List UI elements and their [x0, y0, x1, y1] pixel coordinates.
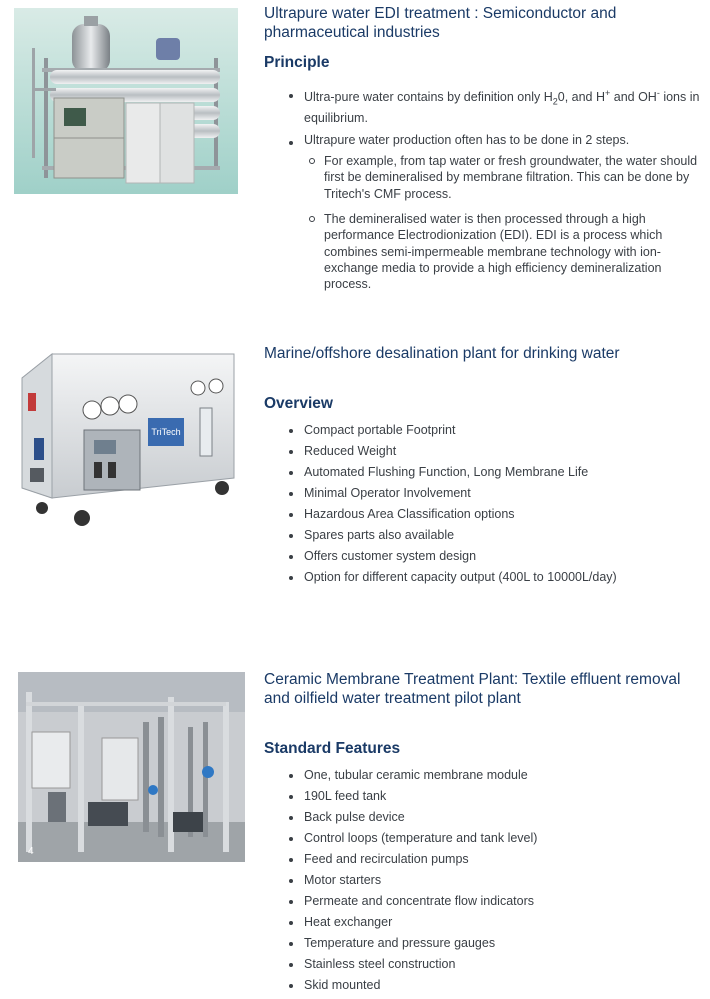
marine-content	[264, 344, 704, 588]
edi-plant-photo	[14, 8, 238, 194]
tritech-logo: TriTech	[151, 427, 181, 437]
photo-number-label: 4	[28, 846, 34, 857]
section-edi	[0, 0, 710, 300]
list-item: Compact portable Footprint	[264, 420, 704, 441]
section-marine	[0, 334, 710, 604]
edi-bullet-two-steps: Ultrapure water production often has to be done in 2 steps.	[264, 132, 704, 149]
list-item: One, tubular ceramic membrane module	[264, 765, 704, 786]
edi-bullet-list	[264, 85, 704, 148]
edi-sub-bullet: For example, from tap water or fresh groundwater, the water should first be demineralised by membrane filtration. This can be done by Tritech's CMF process.	[264, 153, 704, 202]
marine-title: Marine/offshore desalination plant for drinking water	[264, 345, 620, 362]
edi-bullet-ions: Ultra-pure water contains by definition only $H_20$, and H+ and OH- ions in equilibrium.	[264, 85, 704, 127]
standard-features-heading: Standard Features	[264, 740, 401, 757]
list-item: Temperature and pressure gauges	[264, 933, 704, 954]
edi-sub-bullet: The demineralised water is then processed through a high performance Electrodionization (EDI). EDI is a process which combines semi-impermeable membrane technology with ion-exchange media to provide a high efficiency demineralization process.	[264, 211, 704, 292]
ceramic-bullet-list	[264, 765, 704, 996]
ceramic-plant-photo	[18, 672, 245, 862]
list-item: Feed and recirculation pumps	[264, 849, 704, 870]
edi-content	[264, 4, 704, 297]
list-item: Reduced Weight	[264, 441, 704, 462]
ceramic-content	[264, 670, 704, 996]
section-ceramic	[0, 668, 710, 999]
edi-title: Ultrapure water EDI treatment : Semiconductor and pharmaceutical industries	[264, 5, 617, 41]
desalination-plant-photo	[12, 338, 238, 530]
list-item: Stainless steel construction	[264, 954, 704, 975]
ceramic-title: Ceramic Membrane Treatment Plant: Textile effluent removal and oilfield water treatment pilot plant	[264, 671, 681, 707]
list-item: Automated Flushing Function, Long Membrane Life	[264, 462, 704, 483]
list-item: Motor starters	[264, 870, 704, 891]
edi-principle-heading: Principle	[264, 54, 330, 71]
list-item: Skid mounted	[264, 975, 704, 996]
list-item: Permeate and concentrate flow indicators	[264, 891, 704, 912]
list-item: Offers customer system design	[264, 546, 704, 567]
list-item: Control loops (temperature and tank level)	[264, 828, 704, 849]
marine-overview-heading: Overview	[264, 395, 333, 412]
list-item: Spares parts also available	[264, 525, 704, 546]
list-item: Minimal Operator Involvement	[264, 483, 704, 504]
marine-bullet-list	[264, 420, 704, 588]
list-item: Hazardous Area Classification options	[264, 504, 704, 525]
list-item: Heat exchanger	[264, 912, 704, 933]
list-item: 190L feed tank	[264, 786, 704, 807]
list-item: Back pulse device	[264, 807, 704, 828]
list-item: Option for different capacity output (400L to 10000L/day)	[264, 567, 704, 588]
edi-sub-bullet-list	[264, 153, 704, 292]
